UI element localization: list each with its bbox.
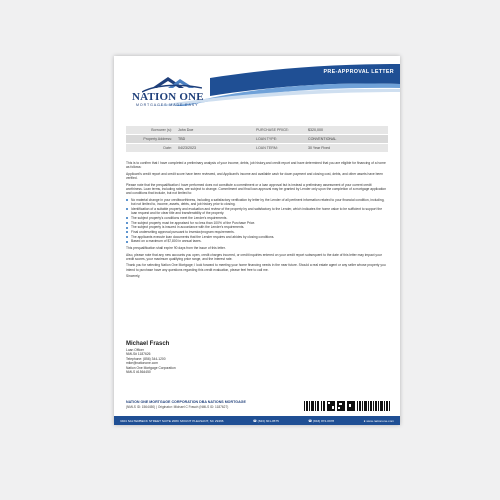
body-paragraph: Please note that the prequalification I have performed does not constitute a commitment or a loan approval but is instead a preliminary assessment of your current credit worthiness. Loan terms, including rates, are subject to change. Commitment and final loan approval may be granted by Lender only upon the completion of a mortgage application and conditions that include, but not limited to:	[126, 182, 387, 196]
list-item: No material change in your creditworthiness, including a satisfactory verification by letter by the Lender of all pertinent information related to your financial condition, including, but not limited to, income, assets, debts, and job history prior to closing.	[126, 198, 388, 207]
list-item: The subject property's conditions meet the Lender's requirements.	[126, 216, 388, 220]
info-label: LOAN TYPE:	[256, 137, 278, 141]
list-item: Based on a maximum of $7,800 in annual taxes.	[126, 239, 388, 243]
company-logo	[122, 74, 217, 106]
loan-info-table	[126, 126, 388, 153]
bullet-icon	[126, 199, 128, 201]
letter-page	[114, 56, 400, 425]
list-item: The subject property is insured in accordance with the Lender's requirements.	[126, 225, 388, 229]
info-label: Date:	[163, 146, 172, 150]
conditions-list	[126, 198, 388, 244]
info-label: Borrower (s):	[151, 128, 172, 132]
footer-company	[126, 400, 294, 410]
info-label: LOAN TERM:	[256, 146, 278, 150]
logo-tagline: MORTGAGES MADE EASY	[136, 103, 199, 107]
body-paragraph: Also, please note that any new accounts you open, credit charges incurred, or credit inquiries entered on your credit report subsequent to the date of this letter may impact your credit scores, your maximum qualifying price range, and the interest rate.	[126, 252, 382, 261]
signer-name: Michael Frasch	[126, 341, 170, 347]
info-row-borrower	[126, 126, 388, 134]
bullet-icon	[126, 222, 128, 224]
info-row-date	[126, 144, 388, 152]
footer-website-link[interactable]: ● www.nationone.com	[363, 418, 394, 423]
footer-nmls: (NMLS ID: 1564450) | Originator: Michael C Frasch (NMLS ID: 1187627)	[126, 405, 229, 409]
footer-company-name: NATION ONE MORTGAGE CORPORATION DBA NATIONS MORTGAGE	[126, 400, 246, 404]
info-row-property	[126, 135, 388, 143]
signer-company: Nation One Mortgage Corporation	[126, 365, 176, 370]
body-paragraph: Thank you for selecting Nation One Mortgage; I look forward to meeting your home financing needs in the near future. Should a real estate agent or any seller whose property you intend to purchase have any questions regarding this credit evaluation, please feel free to call me.	[126, 263, 386, 272]
bullet-icon	[126, 208, 128, 210]
body-paragraph: This prequalification shall expire 90 days from the issue of this letter.	[126, 245, 226, 250]
list-item: The subject property must be appraised for no less than 100% of the Purchase Price.	[126, 221, 388, 225]
barcode-graphic	[304, 401, 392, 411]
document-title: PRE-APPROVAL LETTER	[323, 69, 394, 75]
info-label: Property Address:	[143, 137, 172, 141]
footer-contact-bar	[114, 416, 400, 425]
bullet-icon	[126, 236, 128, 238]
bullet-icon	[126, 241, 128, 243]
footer-phone-2: ☎ (843) 872-0978	[308, 418, 335, 423]
body-paragraph: Applicant's credit report and credit score have been reviewed, and Applicant's income and available cash for down payment and closing cost, debts, and other assets have been verified.	[126, 171, 383, 181]
info-label: PURCHASE PRICE:	[256, 128, 289, 132]
info-value: CONVENTIONAL	[308, 137, 337, 141]
body-paragraph: This is to confirm that I have completed a preliminary analysis of your income, debts, job history,and credit report and have determined that you are eligible for financing of a home as follows:	[126, 161, 386, 170]
info-value: 04/23/2023	[178, 146, 196, 150]
signature-block	[126, 340, 246, 374]
letter-body	[126, 161, 388, 281]
bullet-icon	[126, 227, 128, 229]
info-value: 30 Year Fixed	[308, 146, 330, 150]
bullet-icon	[126, 217, 128, 219]
info-value: TBD	[178, 137, 186, 141]
footer-phone-1: ☎ (843) 301-0575	[252, 418, 279, 423]
signer-email: mike@nationone.com	[126, 361, 158, 366]
logo-name: NATION ONE	[132, 91, 204, 103]
list-item: Identification of a suitable property and evaluation and review of the property by and satisfactory to the Lender, which indicates the home value to be sufficient to support the loan request and for clear title and transferability of the property.	[126, 207, 388, 216]
company-nmls: NMLS #1564450	[126, 370, 151, 375]
barcode-icon	[304, 401, 392, 411]
list-item: Final underwriting approval pursuant to investor/program requirements.	[126, 230, 388, 234]
sign-off: Sincerely,	[126, 274, 141, 279]
signer-phone: Telephone: (856) 344-1200	[126, 356, 166, 361]
list-item: The applicants execute loan documents that the Lender requires and abides by closing conditions.	[126, 235, 388, 239]
info-value: $320,000	[308, 128, 323, 132]
info-value: John Doe	[178, 128, 194, 132]
signer-title: Loan Officer	[126, 348, 144, 352]
bullet-icon	[126, 231, 128, 233]
signer-nmls: NMLS# 1187626	[126, 352, 151, 357]
footer-address: 3404 SALTERBECK STREET SUITE 208C MOUNT PLEASANT, SC 29466	[120, 418, 224, 423]
